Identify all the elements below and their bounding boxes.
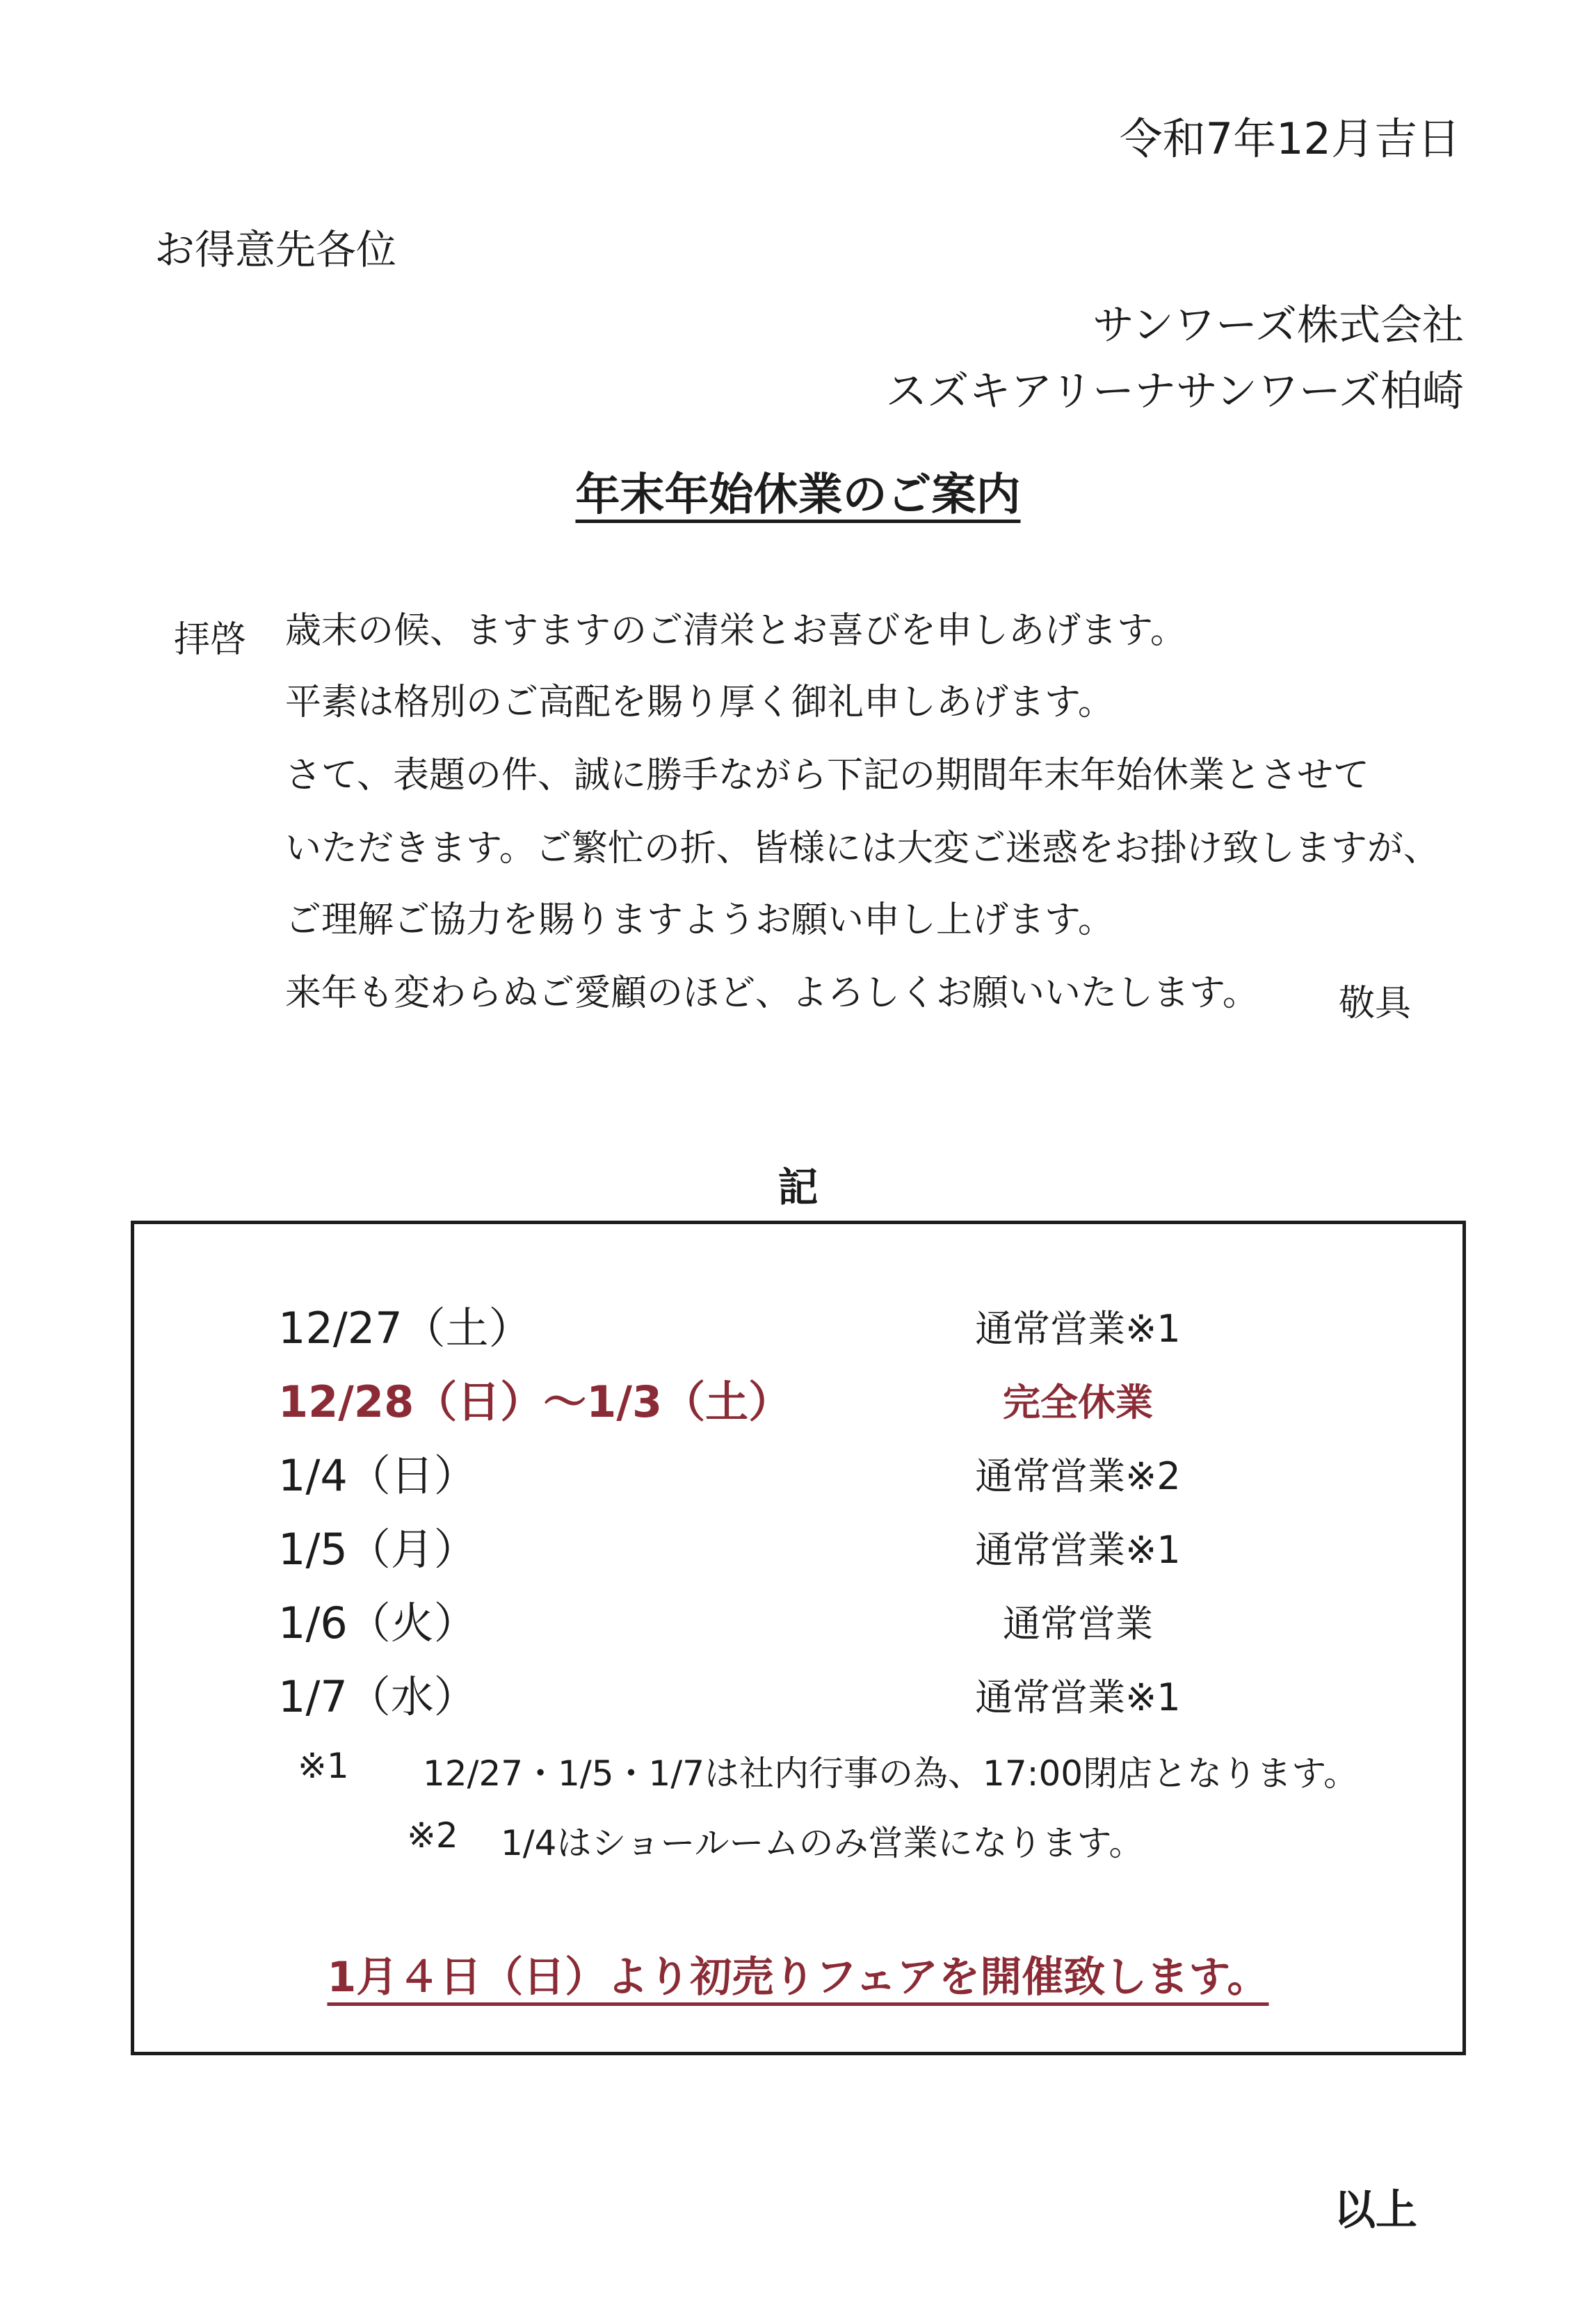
letter-line: 来年も変わらぬご愛顧のほど、よろしくお願いいたします。 (285, 972, 1259, 1014)
letter-line: いただきます。ご繁忙の折、皆様には大変ご迷惑をお掛け致しますが、 (285, 828, 1440, 869)
schedule-status: 通常営業※1 (975, 1307, 1181, 1351)
document-title-text: 年末年始休業のご案内 (575, 469, 1021, 521)
sender-company: サンワーズ株式会社 (1093, 301, 1464, 350)
recipient: お得意先各位 (154, 226, 397, 273)
schedule-status: 通常営業※1 (975, 1528, 1181, 1572)
schedule-date: 1/6（火） (278, 1598, 477, 1648)
first-sale-announcement (0, 1944, 1596, 2004)
note-mark: ※1 (298, 1746, 349, 1786)
schedule-date: 12/27（土） (278, 1303, 532, 1353)
schedule-status: 通常営業※1 (975, 1676, 1181, 1719)
letter-line: 平素は格別のご高配を賜り厚く御礼申しあげます。 (285, 682, 1114, 723)
schedule-date: 1/7（水） (278, 1671, 477, 1722)
first-sale-text: 1月４日（日）より初売りフェアを開催致します。 (327, 1953, 1269, 2002)
note-mark: ※2 (407, 1815, 458, 1856)
letter-line: ご理解ご協力を賜りますようお願い申し上げます。 (285, 899, 1114, 941)
ki-heading: 記 (777, 1164, 819, 1211)
document-date: 令和7年12月吉日 (1119, 113, 1460, 164)
letter-line: さて、表題の件、誠に勝手ながら下記の期間年末年始休業とさせて (285, 755, 1369, 796)
note-text: 1/4はショールームのみ営業になります。 (501, 1823, 1144, 1863)
schedule-date: 1/5（月） (278, 1524, 477, 1575)
letter-opening: 拝啓 (174, 619, 247, 661)
document-title (0, 459, 1596, 523)
letter-closing: 敬具 (1339, 983, 1412, 1025)
schedule-status: 通常営業※2 (975, 1454, 1181, 1498)
schedule-status: 通常営業 (1003, 1602, 1153, 1646)
schedule-date: 1/4（日） (278, 1450, 477, 1501)
schedule-date-closed: 12/28（日）～1/3（土） (278, 1376, 792, 1427)
document-end: 以上 (1334, 2186, 1417, 2235)
note-text: 12/27・1/5・1/7は社内行事の為、17:00閉店となります。 (423, 1753, 1359, 1794)
sender-branch: スズキアリーナサンワーズ柏崎 (885, 367, 1464, 416)
letter-line: 歳末の候、ますますのご清栄とお喜びを申しあげます。 (285, 610, 1186, 652)
schedule-status-closed: 完全休業 (1003, 1381, 1153, 1424)
